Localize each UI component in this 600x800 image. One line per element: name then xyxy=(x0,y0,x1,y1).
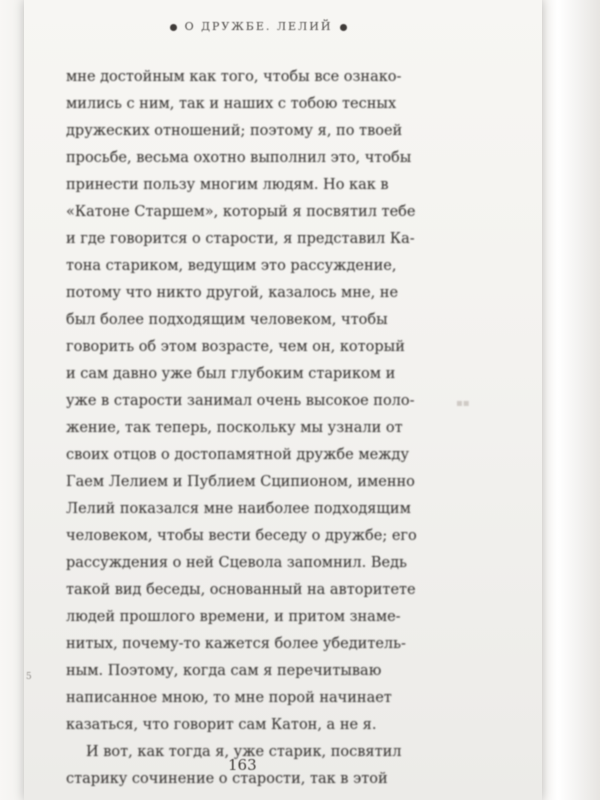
text-line: говорить об этом возрасте, чем он, который xyxy=(66,339,405,355)
header-ornament-right xyxy=(340,24,347,31)
text-line: был более подходящим человеком, чтобы xyxy=(66,312,388,328)
text-line: мне достойным как того, чтобы все ознако- xyxy=(66,69,402,85)
text-line: принести пользу многим людям. Но как в xyxy=(66,177,389,193)
text-line: нитых, почему-то кажется более убедитель- xyxy=(66,636,406,652)
show-through-mark: ▪▪ xyxy=(456,398,470,409)
text-line: просьбе, весьма охотно выполнил это, чтобы xyxy=(66,150,412,166)
text-line: ным. Поэтому, когда сам я перечитываю xyxy=(66,663,382,679)
text-line: написанное мною, то мне порой начинает xyxy=(66,690,392,706)
text-line: рассуждения о ней Сцевола запомнил. Ведь xyxy=(66,555,407,571)
text-line: людей прошлого времени, и притом знаме- xyxy=(66,609,401,625)
text-line: мились с ним, так и наших с тобою тесных xyxy=(66,96,397,112)
margin-number: 5 xyxy=(26,672,32,682)
page-number: 163 xyxy=(228,756,257,774)
text-line: своих отцов о достопамятной дружбе между xyxy=(66,447,409,463)
text-line: Лелий показался мне наиболее подходящим xyxy=(66,501,411,517)
running-header xyxy=(56,20,461,33)
text-line: казаться, что говорит сам Катон, а не я. xyxy=(66,717,377,733)
text-line: и где говорится о старости, я представил Ка- xyxy=(66,231,415,247)
text-line: Гаем Лелием и Публием Сципионом, именно xyxy=(66,474,415,490)
text-line: тона стариком, ведущим это рассуждение, xyxy=(66,258,397,274)
text-line: человеком, чтобы вести беседу о дружбе; его xyxy=(66,528,417,544)
text-line: и сам давно уже был глубоким стариком и xyxy=(66,366,396,382)
body-text xyxy=(66,64,426,793)
text-line: «Катоне Старшем», который я посвятил тебе xyxy=(66,204,416,220)
paragraph-2-line: И вот, как тогда я, уже старик, посвятил xyxy=(86,744,402,760)
paragraph-2-line: старику сочинение о старости, так в этой xyxy=(66,771,388,787)
text-line: жение, так теперь, поскольку мы узнали от xyxy=(66,420,403,436)
text-line: такой вид беседы, основанный на авторитете xyxy=(66,582,416,598)
header-ornament-left xyxy=(170,24,177,31)
header-title: О ДРУЖБЕ. ЛЕЛИЙ xyxy=(184,20,333,33)
text-line: уже в старости занимал очень высокое поло- xyxy=(66,393,415,409)
text-line: потому что никто другой, казалось мне, не xyxy=(66,285,399,301)
text-line: дружеских отношений; поэтому я, по твоей xyxy=(66,123,403,139)
next-page-edge xyxy=(540,0,600,800)
